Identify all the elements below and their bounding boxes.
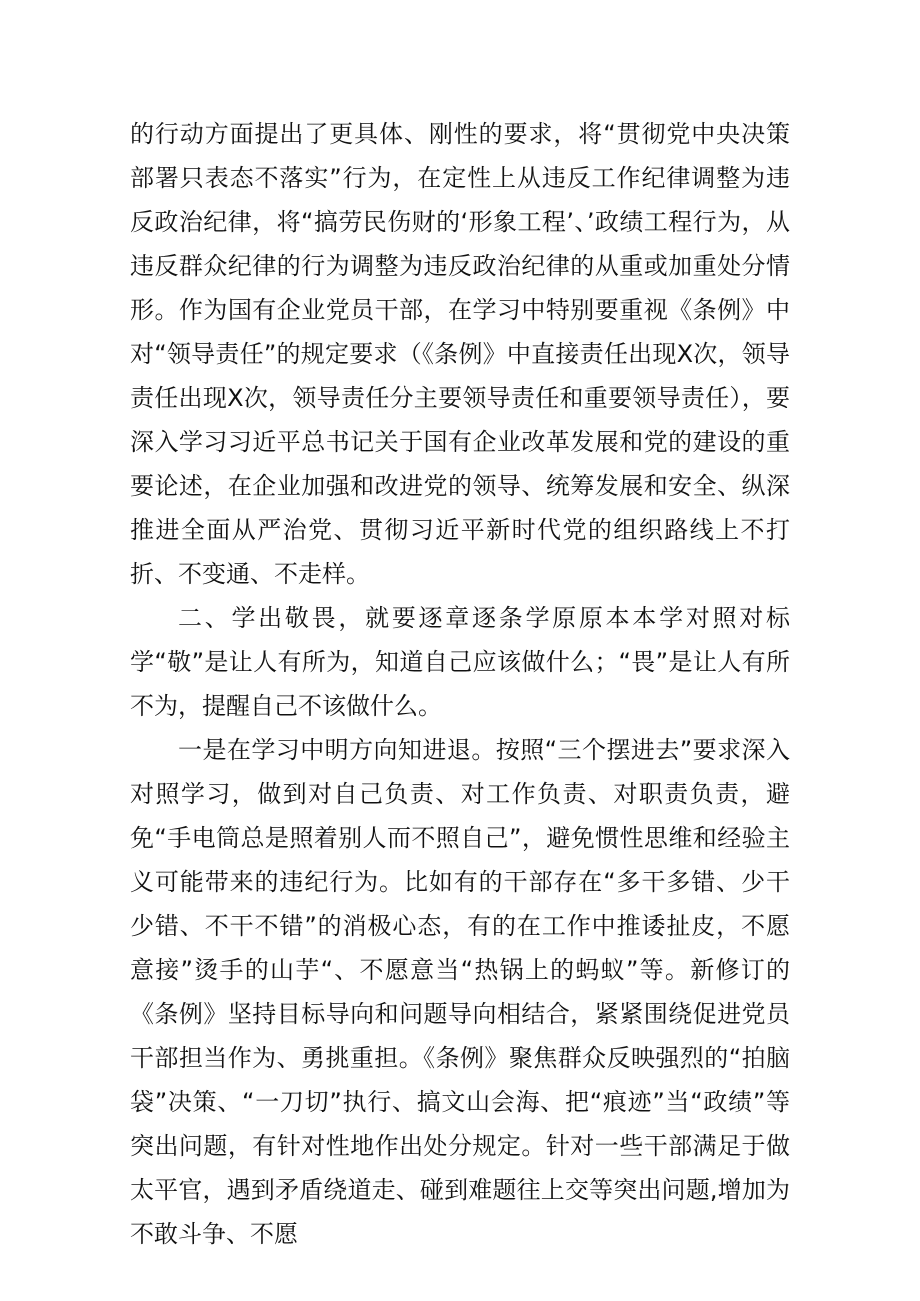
- document-body: [130, 112, 790, 1256]
- paragraph-point-one: 一是在学习中明方向知进退。按照“三个摆进去”要求深入对照学习，做到对自己负责、对工作负责、对职责负责，避免“手电筒总是照着别人而不照自己”，避免惯性思维和经验主义可能带来的违纪行为。比如有的干部存在“多干多错、少干少错、不干不错”的消极心态，有的在工作中推诿扯皮，不愿意接”烫手的山芋“、不愿意当“热锅上的蚂蚁”等。新修订的《条例》坚持目标导向和问题导向相结合，紧紧围绕促进党员干部担当作为、勇挑重担。《条例》聚焦群众反映强烈的“拍脑袋”决策、“一刀切”执行、搞文山会海、把“痕迹”当“政绩”等突出问题，有针对性地作出处分规定。针对一些干部满足于做太平官，遇到矛盾绕道走、碰到难题往上交等突出问题,增加为不敢斗争、不愿: [130, 736, 790, 1248]
- paragraph-continuation: 的行动方面提出了更具体、刚性的要求，将“贯彻党中央决策部署只表态不落实”行为，在定性上从违反工作纪律调整为违反政治纪律，将“搞劳民伤财的‘形象工程’、’政绩工程行为，从违反群众纪律的行为调整为违反政治纪律的从重或加重处分情形。作为国有企业党员干部，在学习中特别要重视《条例》中对“领导责任”的规定要求（《条例》中直接责任出现X次，领导责任出现X次，领导责任分主要领导责任和重要领导责任），要深入学习习近平总书记关于国有企业改革发展和党的建设的重要论述，在企业加强和改进党的领导、统筹发展和安全、纵深推进全面从严治党、贯彻习近平新时代党的组织路线上不打折、不变通、不走样。: [130, 120, 790, 588]
- paragraph-section-two-heading: 二、学出敬畏，就要逐章逐条学原原本本学对照对标学“敬”是让人有所为，知道自己应该做什么；“畏”是让人有所不为，提醒自己不该做什么。: [130, 604, 790, 720]
